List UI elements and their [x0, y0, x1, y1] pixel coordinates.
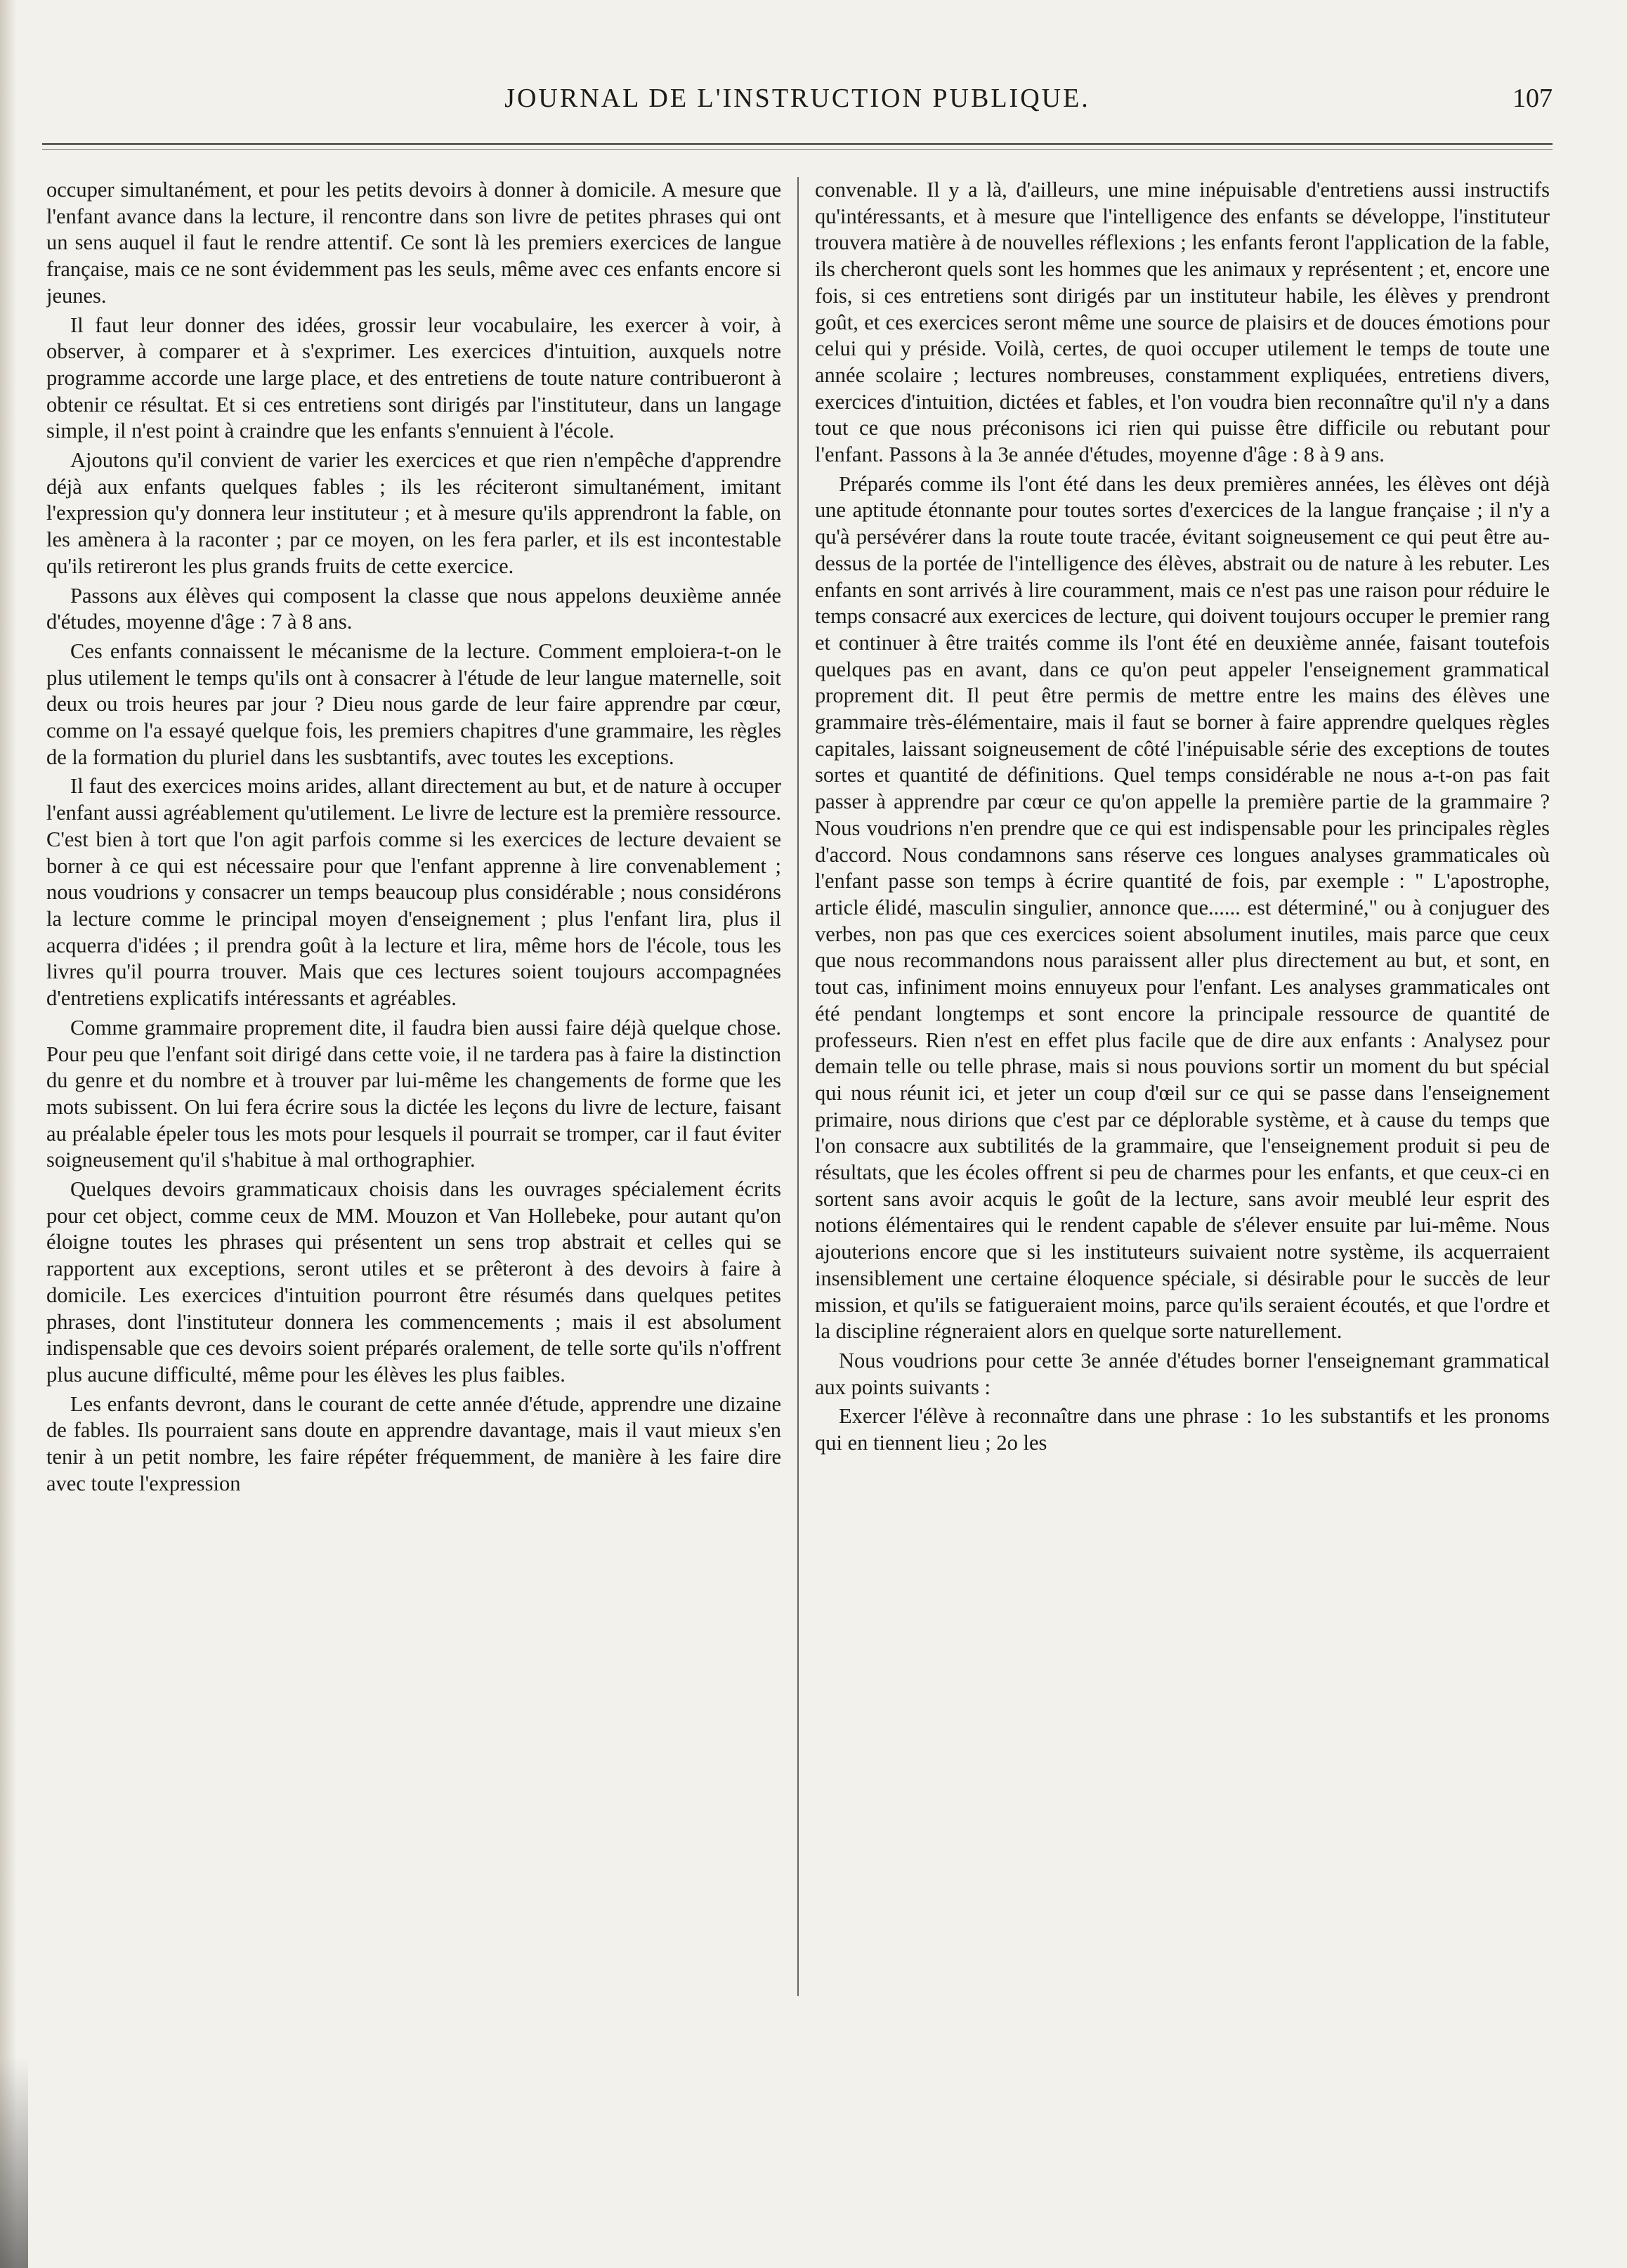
paragraph: Comme grammaire proprement dite, il faudra bien aussi faire déjà quelque chose. Pour peu que l'enfant soit dirigé dans cette voie, il ne tardera pas à faire la distinction du genre et du nombre et à trouver par lui-même les changements de forme que les mots subissent. On lui fera écrire sous la dictée les leçons du livre de lecture, faisant au préalable épeler tous les mots pour lesquels il pourrait se tromper, car il faut éviter soigneusement qu'il s'habitue à mal orthographier.: [46, 1015, 781, 1172]
paragraph: occuper simultanément, et pour les petits devoirs à donner à domicile. A mesure que l'enfant avance dans la lecture, il rencontre dans son livre de petites phrases qui ont un sens auquel il faut le rendre attentif. Ce sont là les premiers exercices de langue française, mais ce ne sont évidemment pas les seuls, même avec ces enfants encore si jeunes.: [46, 178, 781, 308]
page-header: [42, 83, 1553, 125]
paragraph: Passons aux élèves qui composent la classe que nous appelons deuxième année d'études, moyenne d'âge : 7 à 8 ans.: [46, 583, 781, 634]
paragraph: Quelques devoirs grammaticaux choisis dans les ouvrages spécialement écrits pour cet object, comme ceux de MM. Mouzon et Van Hollebeke, pour autant qu'on éloigne toutes les phrases qui présentent un sens trop abstrait et celles qui se rapportent aux exceptions, seront utiles et se prêteront à des devoirs à faire à domicile. Les exercices d'intuition pourront être résumés dans quelques petites phrases, dont l'instituteur donnera les commencements ; mais il est absolument indispensable que ces devoirs soient préparés oralement, de telle sorte qu'ils n'offrent plus aucune difficulté, même pour les élèves les plus faibles.: [46, 1177, 781, 1387]
paragraph: Préparés comme ils l'ont été dans les deux premières années, les élèves ont déjà une aptitude étonnante pour toutes sortes d'exercices de la langue française ; il n'y a qu'à persévérer dans la route toute tracée, évitant soigneusement ce qui peut être au-dessus de la portée de l'intelligence des élèves, abstrait ou de nature à les rebuter. Les enfants en sont arrivés à lire couramment, mais ce n'est pas une raison pour réduire le temps consacré aux exercices de lecture, qui doivent toujours occuper le premier rang et continuer à être traités comme ils l'ont été en deuxième année, faisant toutefois quelques pas en avant, dans ce qu'on peut appeler l'enseignement grammatical proprement dit. Il peut être permis de mettre entre les mains des élèves une grammaire très-élémentaire, mais il faut se borner à faire apprendre quelques règles capitales, laissant soigneusement de côté l'inépuisable série des exceptions de toutes sortes et quantité de définitions. Quel temps considérable ne nous a-t-on pas fait passer à apprendre par cœur ce qu'on appelle la première partie de la grammaire ? Nous voudrions n'en prendre que ce qui est indispensable pour les principales règles d'accord. Nous condamnons sans réserve ces longues analyses grammaticales où l'enfant passe son temps à écrire quantité de fois, par exemple : " L'apostrophe, article élidé, masculin singulier, annonce que...... est déterminé," ou à conjuguer des verbes, non pas que ces exercices soient absolument inutiles, mais parce que ceux que nous recommandons nous paraissent aller plus directement au but, et sont, en tout cas, infiniment moins ennuyeux pour l'enfant. Les analyses grammaticales ont été pendant longtemps et sont encore la principale ressource de quantité de professeurs. Rien n'est en effet plus facile que de dire aux enfants : Analysez pour demain telle ou telle phrase, mais si nous pouvions sortir un moment du but spécial qui nous réunit ici, et jeter un coup d'œil sur ce qui se passe dans l'enseignement primaire, nous dirions que c'est par ce déplorable système, et à cause du temps que l'on consacre aux subtilités de la grammaire, que l'enseignement produit si peu de résultats, que les écoles offrent si peu de charmes pour les enfants, et que ceux-ci en sortent sans avoir acquis le goût de la lecture, sans avoir meublé leur esprit des notions élémentaires qui le rendent capable de s'élever ensuite par lui-même. Nous ajouterions encore que si les instituteurs suivaient notre système, ils acquerraient insensiblement une certaine éloquence spéciale, si désirable pour le succès de leur mission, et qu'ils se fatigueraient moins, parce qu'ils seraient écoutés, et que l'ordre et la discipline régneraient alors en quelque sorte naturellement.: [815, 471, 1550, 1344]
page-edge-shadow: [0, 0, 17, 2268]
paragraph: Les enfants devront, dans le courant de cette année d'étude, apprendre une dizaine de fables. Ils pourraient sans doute en apprendre davantage, mais il vaut mieux s'en tenir à un petit nombre, les faire répéter fréquemment, de manière à les faire dire avec toute l'expression: [46, 1391, 781, 1495]
right-column: [815, 177, 1550, 1996]
paragraph: Nous voudrions pour cette 3e année d'études borner l'enseignemant grammatical aux points suivants :: [815, 1348, 1550, 1399]
paragraph: Ajoutons qu'il convient de varier les exercices et que rien n'empêche d'apprendre déjà aux enfants quelques fables ; ils les réciteront simultanément, imitant l'expression qu'y donnera leur instituteur ; et à mesure qu'ils apprendront la fable, on les amènera à la raconter ; par ce moyen, on les fera parler, et ils est incontestable qu'ils retireront les plus grands fruits de cette exercice.: [46, 448, 781, 578]
header-rule: [42, 143, 1553, 150]
journal-title: JOURNAL DE L'INSTRUCTION PUBLIQUE.: [504, 84, 1090, 113]
paragraph: Exercer l'élève à reconnaître dans une phrase : 1o les substantifs et les pronoms qui en tiennent lieu ; 2o les: [815, 1404, 1550, 1455]
left-column: [46, 177, 781, 1996]
page-corner-shadow: [0, 2057, 28, 2268]
paragraph: Il faut des exercices moins arides, allant directement au but, et de nature à occuper l'enfant aussi agréablement qu'utilement. Le livre de lecture est la première ressource. C'est bien à tort que l'on agit parfois comme si les exercices de lecture devaient se borner à ce qui est nécessaire pour que l'enfant apprenne à lire convenablement ; nous voudrions y consacrer un temps beaucoup plus considérable ; nous considérons la lecture comme le principal moyen d'enseignement ; plus l'enfant lira, plus il acquerra d'idées ; il prendra goût à la lecture et lira, même hors de l'école, tous les livres qu'il pourra trouver. Mais que ces lectures soient toujours accompagnées d'entretiens explicatifs intéressants et agréables.: [46, 774, 781, 1011]
paragraph: Ces enfants connaissent le mécanisme de la lecture. Comment emploiera-t-on le plus utilement le temps qu'ils ont à consacrer à l'étude de leur langue maternelle, soit deux ou trois heures par jour ? Dieu nous garde de leur faire apprendre par cœur, comme on l'a essayé quelque fois, les premiers chapitres d'une grammaire, les règles de la formation du pluriel dans les susbtantifs, avec toutes les exceptions.: [46, 638, 781, 769]
paragraph: convenable. Il y a là, d'ailleurs, une mine inépuisable d'entretiens aussi instructifs qu'intéressants, et à mesure que l'intelligence des enfants se développe, l'instituteur trouvera matière à de nouvelles réflexions ; les enfants feront l'application de la fable, ils chercheront quels sont les hommes que les animaux y représentent ; et, encore une fois, si ces entretiens sont dirigés par un instituteur habile, les élèves y prendront goût, et ces exercices seront même une source de plaisirs et de douces émotions pour celui qui y préside. Voilà, certes, de quoi occuper utilement le temps de toute une année scolaire ; lectures nombreuses, constamment expliquées, entretiens divers, exercices d'intuition, dictées et fables, et l'on voudra bien reconnaître qu'il n'y a dans tout ce que nous préconisons ici rien qui puisse être difficile ou rebutant pour l'enfant. Passons à la 3e année d'études, moyenne d'âge : 8 à 9 ans.: [815, 178, 1550, 467]
column-divider: [797, 177, 799, 1996]
page-number: 107: [1512, 84, 1553, 113]
paragraph: Il faut leur donner des idées, grossir leur vocabulaire, les exercer à voir, à observer, à comparer et à s'exprimer. Les exercices d'intuition, auxquels notre programme accorde une large place, et des entretiens de toute nature contribueront à obtenir ce résultat. Et si ces entretiens sont dirigés par l'instituteur, dans un langage simple, il n'est point à craindre que les enfants s'ennuient à l'école.: [46, 313, 781, 443]
text-columns: [46, 177, 1550, 1996]
